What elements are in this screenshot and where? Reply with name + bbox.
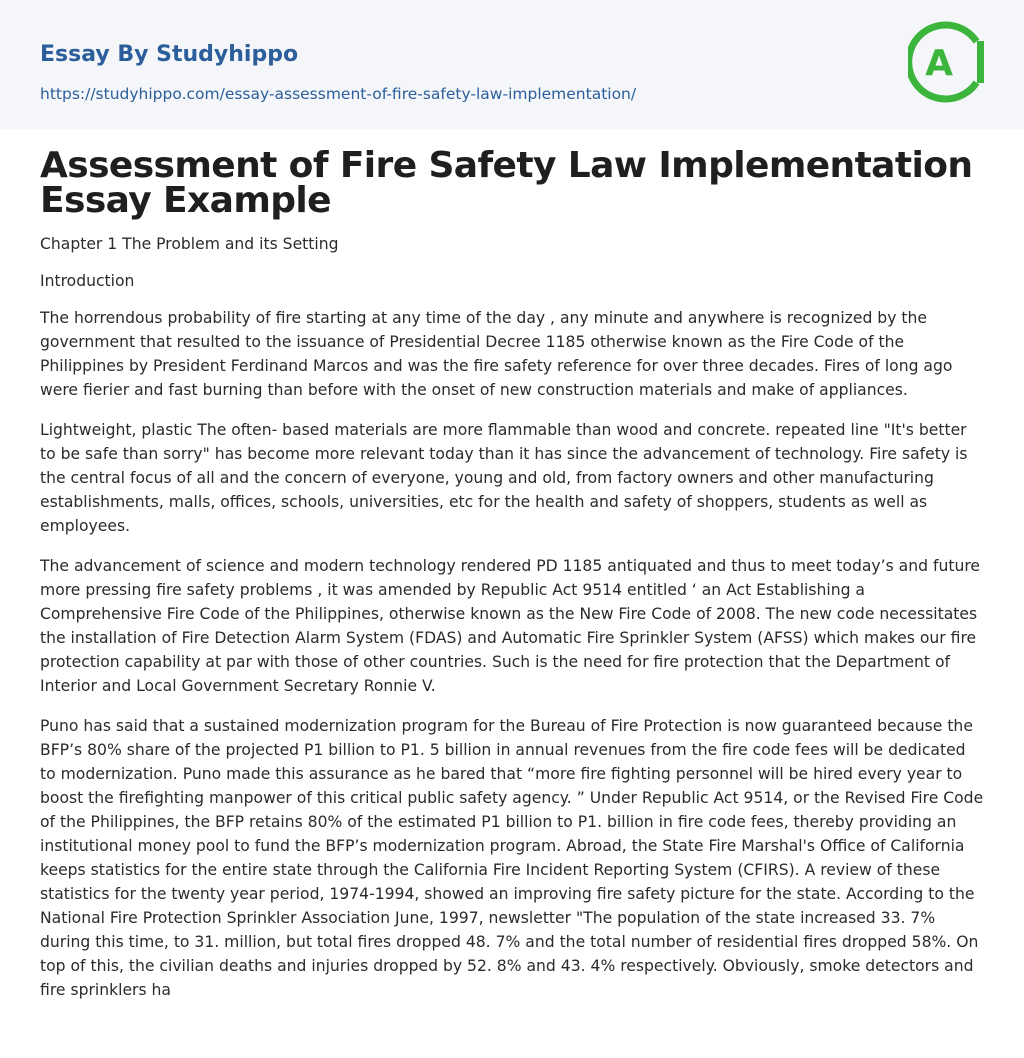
- site-name[interactable]: Essay By Studyhippo: [40, 42, 299, 67]
- studyhippo-logo[interactable]: [908, 18, 988, 106]
- site-header: [0, 0, 1024, 129]
- paragraph: Lightweight, plastic The often- based materials are more flammable than wood and concrete. repeated line "It's better to be safe than sorry" has become more relevant today than it has since the advancement of technology. Fire safety is the central focus of all and the concern of everyone, young and old, from factory owners and other manufacturing establishments, malls, offices, schools, universities, etc for the health and safety of shoppers, students as well as employees.: [40, 421, 968, 535]
- logo-icon: [908, 18, 988, 106]
- paragraph: The horrendous probability of fire starting at any time of the day , any minute and anywhere is recognized by the government that resulted to the issuance of Presidential Decree 1185 otherwise known as the Fire Code of the Philippines by President Ferdinand Marcos and was the fire safety reference for over three decades. Fires of long ago were fierier and fast burning than before with the onset of new construction materials and make of appliances.: [40, 309, 953, 399]
- article-url-link[interactable]: https://studyhippo.com/essay-assessment-of-fire-safety-law-implementation/: [40, 85, 637, 103]
- article-body: [40, 232, 984, 1018]
- logo-letter: A: [925, 43, 953, 84]
- paragraph: The advancement of science and modern technology rendered PD 1185 antiquated and thus to meet today’s and future more pressing fire safety problems , it was amended by Republic Act 9514 entitled ‘ an Act Establishing a Comprehensive Fire Code of the Philippines, otherwise known as the New Fire Code of 2008. The new code necessitates the installation of Fire Detection Alarm System (FDAS) and Automatic Fire Sprinkler System (AFSS) which makes our fire protection capability at par with those of other countries. Such is the need for fire protection that the Department of Interior and Local Government Secretary Ronnie V.: [40, 557, 981, 695]
- paragraph: Puno has said that a sustained modernization program for the Bureau of Fire Protection is now guaranteed because the BFP’s 80% share of the projected P1 billion to P1. 5 billion in annual revenues from the fire code fees will be dedicated to modernization. Puno made this assurance as he bared that “more fire fighting personnel will be hired every year to boost the firefighting manpower of this critical public safety agency. ” Under Republic Act 9514, or the Revised Fire Code of the Philippines, the BFP retains 80% of the estimated P1 billion to P1. billion in fire code fees, thereby providing an institutional money pool to fund the BFP’s modernization program. Abroad, the State Fire Marshal's Office of California keeps statistics for the entire state through the California Fire Incident Reporting System (CFIRS). A review of these statistics for the twenty year period, 1974-1994, showed an improving fire safety picture for the state. According to the National Fire Protection Sprinkler Association June, 1997, newsletter "The population of the state increased 33. 7% during this time, to 31. million, but total fires dropped 48. 7% and the total number of residential fires dropped 58%. On top of this, the civilian deaths and injuries dropped by 52. 8% and 43. 4% respectively. Obviously, smoke detectors and fire sprinklers ha: [40, 717, 984, 999]
- section-heading: Introduction: [40, 272, 135, 290]
- page-title: Assessment of Fire Safety Law Implementation Essay Example: [40, 145, 973, 221]
- chapter-heading: Chapter 1 The Problem and its Setting: [40, 235, 339, 253]
